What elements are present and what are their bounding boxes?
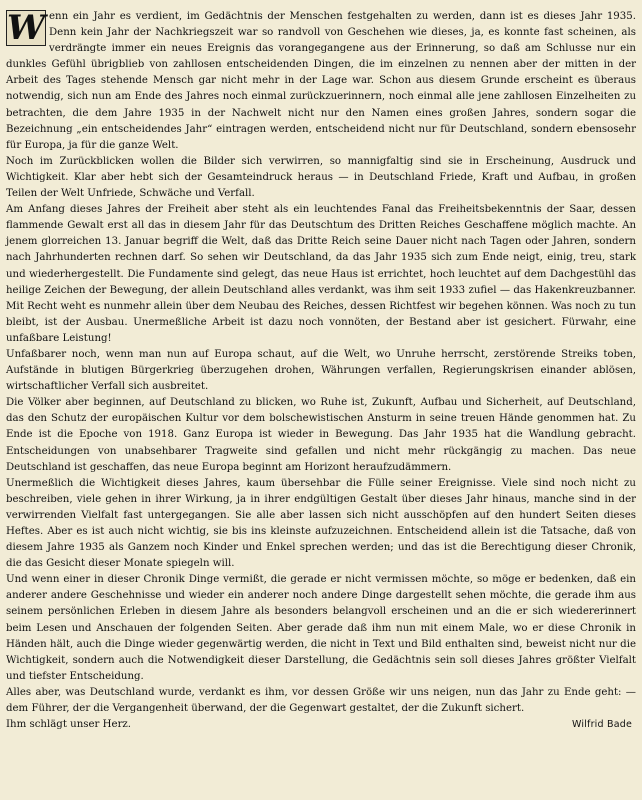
paragraph: Am Anfang dieses Jahres der Freiheit aber steht als ein leuchtendes Fanal das Freiheitsbekenntnis der Saar, dessen flammende Gewalt erst all das in diesem Jahr für das Deutschtum des Dritten Reiches Geschaffene möglich machte. An jenem glorreichen 13. Januar begriff die Welt, daß das Dritte Reich seine Dauer nicht nach Tagen oder Jahren, sondern nach Jahrhunderten rechnen darf. So sehen wir Deutschland, da das Jahr 1935 sich zum Ende neigt, einig, treu, stark und wiederhergestellt. Die Fundamente sind gelegt, das neue Haus ist errichtet, hoch leuchtet auf dem Dachgestühl das heilige Zeichen der Bewegung, der allein Deutschland alles verdankt, was ihm seit 1933 zufiel — das Hakenkreuzbanner. Mit Recht weht es nunmehr allein über dem Neubau des Reiches, dessen Richtfest wir begehen können. Was noch zu tun bleibt, ist der Ausbau. Unermeßliche Arbeit ist dazu noch vonnöten, der Bestand aber ist gesichert. Fürwahr, eine unfaßbare Leistung!	[6, 204, 636, 344]
closing-text: Ihm schlägt unser Herz.	[6, 719, 132, 731]
paragraph: Unermeßlich die Wichtigkeit dieses Jahres, kaum übersehbar die Fülle seiner Ereignisse. Viele sind noch nicht zu beschreiben, viele gehen in ihrer Wirkung, ja in ihrer endgültigen Gestalt über dieses Jahr hinaus, manche sind in der verwirrenden Vielfalt fast untergegangen. Sie alle aber lassen sich nicht ausschöpfen auf den hundert Seiten dieses Heftes. Aber es ist auch nicht wichtig, sie bis ins kleinste aufzuzeichnen. Entscheidend allein ist die Tatsache, daß von diesem Jahre 1935 als Ganzem noch Kinder und Enkel sprechen werden; und das ist die Berechtigung dieser Chronik, die das Gesicht dieser Monate spiegeln will.	[6, 477, 636, 570]
paragraph: Die Völker aber beginnen, auf Deutschland zu blicken, wo Ruhe ist, Zukunft, Aufbau und Sicherheit, auf Deutschland, das den Schutz der europäischen Kultur vor dem bolschewistischen Ansturm in seine treuen Hände genommen hat. Zu Ende ist die Epoche von 1918. Ganz Europa ist wieder in Bewegung. Das Jahr 1935 hat die Wandlung gebracht. Entscheidungen von unabsehbarer Tragweite sind gefallen und nicht mehr rückgängig zu machen. Das neue Deutschland ist geschaffen, das neue Europa beginnt am Horizont heraufzudämmern.	[6, 397, 636, 473]
drop-cap-initial: W	[7, 8, 46, 48]
paragraph: Alles aber, was Deutschland wurde, verdankt es ihm, vor dessen Größe wir uns neigen, nun das Jahr zu Ende geht: — dem Führer, der die Vergangenheit überwand, der die Gegenwart gestaltet, der die Zukunft sichert.	[6, 686, 636, 715]
closing-line	[6, 717, 636, 733]
paragraph: Und wenn einer in dieser Chronik Dinge vermißt, die gerade er nicht vermissen möchte, so möge er bedenken, daß ein anderer andere Geschehnisse und wieder ein anderer noch andere Dinge dargestellt sehen möchte, die gerade ihm aus seinem persönlichen Erleben in diesem Jahre als besonders belangvoll erscheinen und an die er sich wiedererinnert beim Lesen und Anschauen der folgenden Seiten. Aber gerade daß ihm nun mit einem Male, wo er diese Chronik in Händen hält, auch die Dinge wieder gegenwärtig werden, die nicht in Text und Bild enthalten sind, beweist nicht nur die Wichtigkeit, sondern auch die Notwendigkeit dieser Darstellung, die Gedächtnis sein soll dieses Jahres größter Vielfalt und tiefster Entscheidung.	[6, 574, 636, 682]
article-body	[6, 9, 636, 733]
paragraph: Noch im Zurückblicken wollen die Bilder sich verwirren, so mannigfaltig sind sie in Erscheinung, Ausdruck und Wichtigkeit. Klar aber hebt sich der Gesamteindruck heraus — in Deutschland Friede, Kraft und Aufbau, in großen Teilen der Welt Unfriede, Schwäche und Verfall.	[6, 155, 636, 200]
paragraph	[6, 9, 636, 154]
author-signature: Wilfrid Bade	[571, 719, 632, 731]
paragraph-text: enn ein Jahr es verdient, im Gedächtnis der Menschen festgehalten zu werden, dann ist es dieses Jahr 1935. Denn kein Jahr der Nachkriegszeit war so randvoll von Geschehen wie dieses, ja, es konnte fast scheinen, als verdrängte immer ein neues Ereignis das vorangegangene aus der Erinnerung, so daß am Schlusse nur ein dunkles Gefühl übrigblieb von zahllosen entscheidenden Dingen, die im einzelnen zu nennen aber der mitten in der Arbeit des Tages stehende Mensch gar nicht mehr in der Lage war. Schon aus diesem Grunde erscheint es überaus notwendig, sich nun am Ende des Jahres noch einmal zurückzuerinnern, noch einmal alle jene zahllosen Einzelheiten zu betrachten, die dem Jahre 1935 in der Nachwelt nicht nur den Namen eines großen Jahres, sondern sogar die Bezeichnung „ein entscheidendes Jahr“ eintragen werden, entscheidend nicht nur für Deutschland, sondern ebensosehr für Europa, ja für die ganze Welt.	[6, 11, 636, 151]
paragraph: Unfaßbarer noch, wenn man nun auf Europa schaut, auf die Welt, wo Unruhe herrscht, zerstörende Streiks toben, Aufstände in blutigen Bürgerkrieg überzugehen drohen, Währungen verfallen, Regierungskrisen einander ablösen, wirtschaftlicher Verfall sich ausbreitet.	[6, 348, 636, 393]
